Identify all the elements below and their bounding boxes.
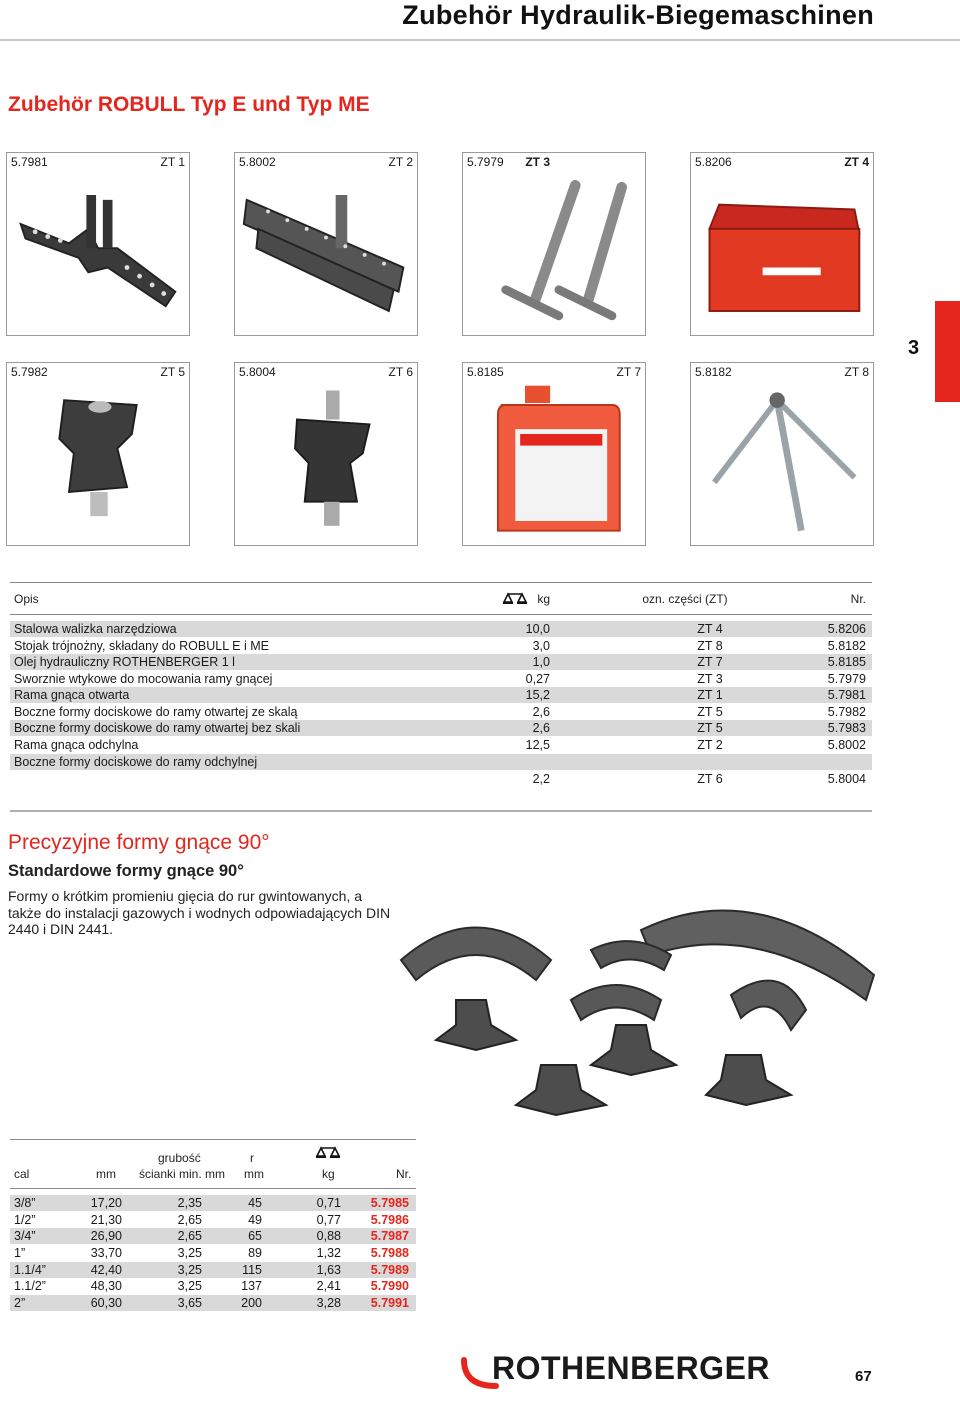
header-desc: Opis	[14, 592, 39, 606]
row-wall: 3,25	[177, 1279, 202, 1293]
row-radius: 65	[248, 1229, 262, 1243]
hydraulic-oil-image	[467, 385, 641, 541]
table-row	[10, 1228, 416, 1244]
card-code: 5.7981	[11, 155, 48, 169]
product-card	[234, 152, 418, 336]
row-radius: 137	[241, 1279, 262, 1293]
row-zt: ZT 5	[697, 721, 723, 735]
row-kg: 0,71	[316, 1196, 341, 1210]
forms-table-rule-top	[10, 1139, 416, 1140]
row-radius: 200	[241, 1296, 262, 1310]
row-mm: 60,30	[90, 1296, 122, 1310]
row-desc: Rama gnąca odchylna	[14, 738, 139, 752]
card-zt: ZT 8	[844, 365, 869, 379]
header-mm: mm	[96, 1167, 116, 1181]
row-nr: 5.8206	[827, 622, 866, 636]
table-row	[10, 1278, 416, 1294]
bending-frame-open-image	[11, 175, 185, 331]
row-kg: 10,0	[525, 622, 550, 636]
row-nr: 5.7990	[370, 1279, 409, 1293]
table-rule-top	[10, 582, 872, 583]
row-mm: 21,30	[90, 1213, 122, 1227]
row-wall: 3,65	[177, 1296, 202, 1310]
card-zt: ZT 6	[388, 365, 413, 379]
row-radius: 49	[248, 1213, 262, 1227]
side-form-angled-image	[239, 385, 413, 541]
product-card	[6, 152, 190, 336]
row-zt: ZT 5	[697, 705, 723, 719]
row-kg: 2,2	[532, 772, 550, 786]
row-desc: Olej hydrauliczny ROTHENBERGER 1 l	[14, 655, 235, 669]
product-card	[234, 362, 418, 546]
row-wall: 3,25	[177, 1263, 202, 1277]
row-nr: 5.8002	[827, 738, 866, 752]
card-code: 5.7979	[467, 155, 504, 169]
row-wall: 3,25	[177, 1246, 202, 1260]
bending-forms-image	[396, 900, 876, 1130]
table-row	[10, 654, 872, 670]
tripod-stand-image	[695, 385, 869, 541]
product-card	[462, 152, 646, 336]
row-desc: Rama gnąca otwarta	[14, 688, 130, 702]
row-nr: 5.7991	[370, 1296, 409, 1310]
forms-table-rule-header	[10, 1188, 416, 1189]
table-row	[10, 1245, 416, 1261]
row-mm: 17,20	[90, 1196, 122, 1210]
section-title: Zubehör ROBULL Typ E und Typ ME	[8, 93, 370, 116]
chapter-tab-number: 3	[908, 337, 920, 359]
card-code: 5.8185	[467, 365, 504, 379]
table-row	[10, 720, 872, 736]
row-nr: 5.7981	[827, 688, 866, 702]
table-row	[10, 671, 872, 687]
table-row	[10, 1195, 416, 1211]
card-zt: ZT 3	[525, 155, 550, 169]
row-radius: 115	[242, 1263, 262, 1277]
row-mm: 42,40	[90, 1263, 122, 1277]
row-kg: 0,88	[316, 1229, 341, 1243]
row-cal: 1/2”	[14, 1213, 36, 1227]
row-mm: 33,70	[90, 1246, 122, 1260]
row-wall: 2,65	[177, 1229, 202, 1243]
row-cal: 1.1/2”	[14, 1279, 46, 1293]
brand-logo: ROTHENBERGER	[492, 1350, 771, 1386]
row-cal: 1”	[14, 1246, 26, 1260]
table-row	[10, 687, 872, 703]
row-kg: 2,6	[532, 705, 550, 719]
card-code: 5.8182	[695, 365, 732, 379]
tool-case-image	[695, 175, 869, 331]
section2-subtitle: Standardowe formy gnące 90°	[8, 862, 244, 880]
row-zt: ZT 4	[697, 622, 723, 636]
row-nr: 5.7982	[827, 705, 866, 719]
product-card	[690, 152, 874, 336]
product-card	[690, 362, 874, 546]
row-nr: 5.7987	[370, 1229, 409, 1243]
card-code: 5.8004	[239, 365, 276, 379]
row-zt: ZT 1	[697, 688, 723, 702]
table-rule-header	[10, 614, 872, 615]
card-zt: ZT 5	[160, 365, 185, 379]
row-nr: 5.7988	[370, 1246, 409, 1260]
row-nr: 5.7979	[827, 672, 866, 686]
table-row	[10, 1212, 416, 1228]
card-code: 5.8206	[695, 155, 732, 169]
card-zt: ZT 1	[160, 155, 185, 169]
table-row	[10, 621, 872, 637]
row-radius: 89	[248, 1246, 262, 1260]
card-zt: ZT 7	[616, 365, 641, 379]
product-card	[462, 362, 646, 546]
header-cal: cal	[14, 1167, 30, 1181]
row-cal: 3/8”	[14, 1196, 36, 1210]
header-wall-top: grubość	[158, 1151, 201, 1165]
header-r-bottom: mm	[244, 1167, 264, 1181]
row-cal: 3/4”	[14, 1229, 36, 1243]
header-kg: kg	[537, 592, 550, 606]
table-rule-bottom	[10, 810, 872, 812]
parts-table-header	[10, 591, 872, 607]
row-kg: 12,5	[525, 738, 550, 752]
row-kg: 3,0	[532, 639, 550, 653]
row-kg: 1,32	[316, 1246, 341, 1260]
row-nr: 5.7986	[370, 1213, 409, 1227]
table-row	[10, 1295, 416, 1311]
row-zt: ZT 2	[697, 738, 723, 752]
row-nr: 5.8185	[827, 655, 866, 669]
row-mm: 26,90	[90, 1229, 122, 1243]
bending-frame-angled-image	[239, 175, 413, 331]
product-card	[6, 362, 190, 546]
row-nr: 5.7989	[370, 1263, 409, 1277]
card-zt: ZT 4	[844, 155, 869, 169]
row-nr: 5.8182	[827, 639, 866, 653]
row-zt: ZT 7	[697, 655, 723, 669]
card-code: 5.7982	[11, 365, 48, 379]
row-kg: 15,2	[525, 688, 550, 702]
row-kg: 0,27	[525, 672, 550, 686]
header-zt: ozn. części (ZT)	[642, 592, 728, 606]
table-row	[10, 737, 872, 753]
row-kg: 2,41	[316, 1279, 341, 1293]
card-zt: ZT 2	[388, 155, 413, 169]
table-row	[10, 1262, 416, 1278]
row-kg: 0,77	[316, 1213, 341, 1227]
row-desc: Boczne formy dociskowe do ramy otwartej ze skalą	[14, 705, 298, 719]
page-title: Zubehör Hydraulik-Biegemaschinen	[402, 0, 874, 30]
row-zt: ZT 3	[697, 672, 723, 686]
side-form-scale-image	[11, 385, 185, 541]
row-desc: Boczne formy dociskowe do ramy otwartej bez skali	[14, 721, 301, 735]
row-cal: 1.1/4”	[14, 1263, 46, 1277]
row-zt: ZT 8	[697, 639, 723, 653]
section2-title: Precyzyjne formy gnące 90°	[8, 831, 270, 854]
chapter-tab-marker	[935, 301, 960, 402]
page-number: 67	[855, 1368, 872, 1385]
header-kg: kg	[322, 1167, 335, 1181]
card-code: 5.8002	[239, 155, 276, 169]
table-row	[10, 704, 872, 720]
table-row	[10, 638, 872, 654]
row-wall: 2,65	[177, 1213, 202, 1227]
row-kg: 2,6	[532, 721, 550, 735]
row-desc: Stojak trójnożny, składany do ROBULL E i ME	[14, 639, 269, 653]
row-desc: Boczne formy dociskowe do ramy odchylnej	[14, 755, 258, 769]
row-nr: 5.8004	[827, 772, 866, 786]
header-wall-bottom: ścianki min. mm	[139, 1167, 226, 1181]
row-kg: 1,0	[532, 655, 550, 669]
row-desc: Sworznie wtykowe do mocowania ramy gnącej	[14, 672, 273, 686]
row-cal: 2”	[14, 1296, 26, 1310]
table-row	[10, 771, 872, 787]
row-mm: 48,30	[90, 1279, 122, 1293]
row-desc: Stalowa walizka narzędziowa	[14, 622, 177, 636]
row-kg: 3,28	[316, 1296, 341, 1310]
title-divider	[0, 39, 960, 41]
row-wall: 2,35	[177, 1196, 202, 1210]
header-r-top: r	[250, 1151, 254, 1165]
t-pins-image	[467, 175, 641, 331]
row-nr: 5.7985	[370, 1196, 409, 1210]
header-nr: Nr.	[850, 592, 866, 606]
scale-icon	[315, 1146, 341, 1164]
header-nr: Nr.	[396, 1167, 412, 1181]
table-row	[10, 754, 872, 770]
row-kg: 1,63	[316, 1263, 341, 1277]
row-zt: ZT 6	[697, 772, 723, 786]
section2-body: Formy o krótkim promieniu gięcia do rur gwintowanych, a także do instalacji gazowych i wodnych odpowiadających DIN 2440 i DIN 2441.	[8, 888, 391, 937]
row-nr: 5.7983	[827, 721, 866, 735]
row-radius: 45	[248, 1196, 262, 1210]
